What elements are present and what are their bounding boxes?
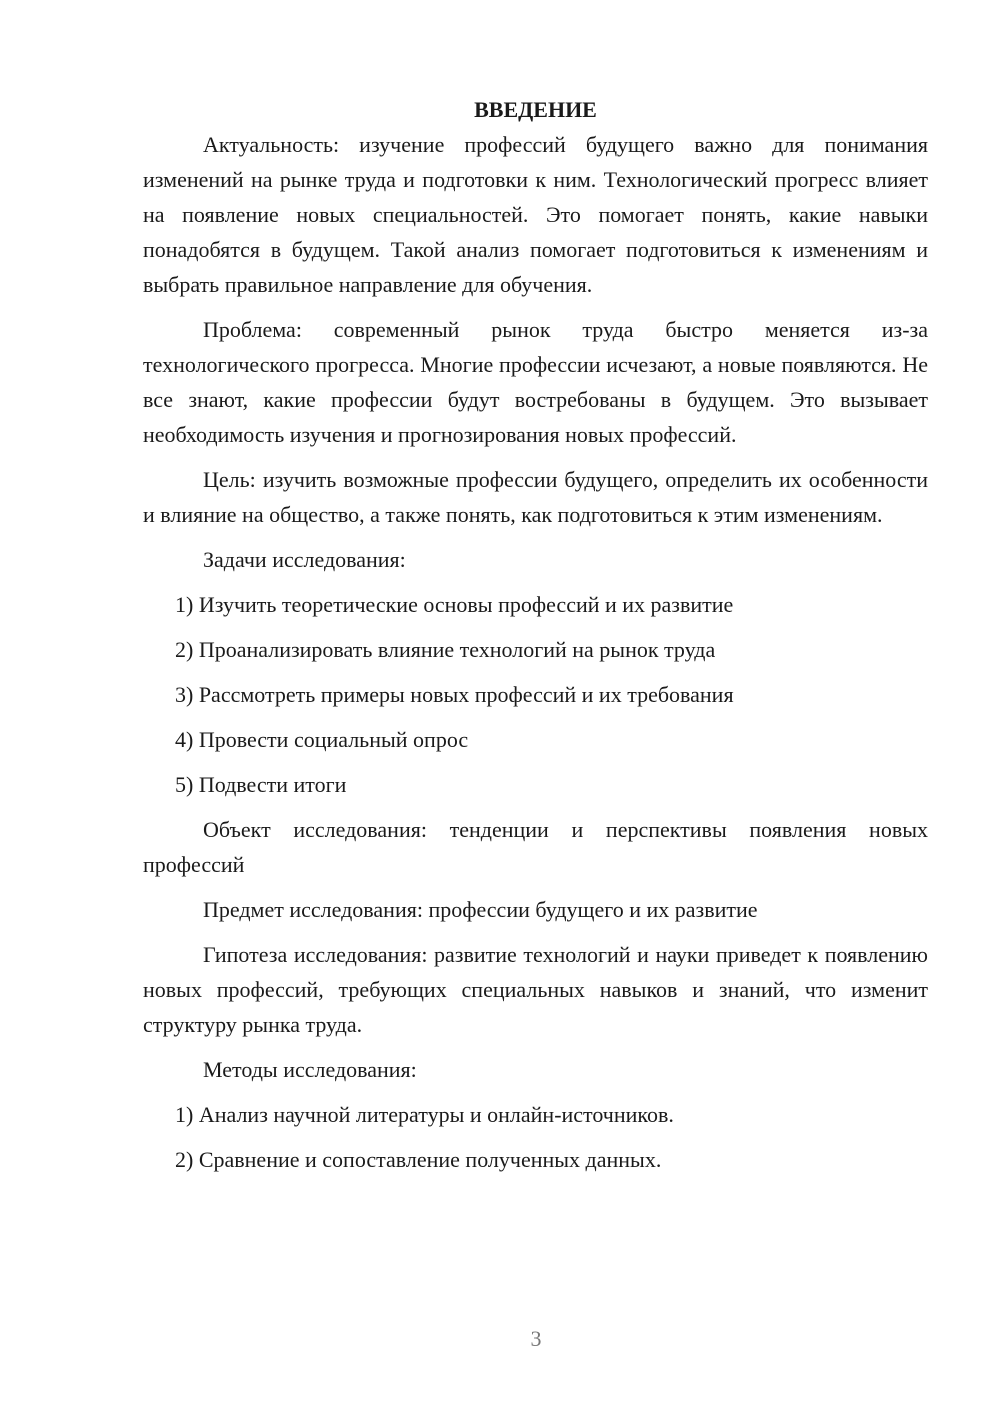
task-item: 5) Подвести итоги bbox=[175, 772, 347, 797]
task-item: 2) Проанализировать влияние технологий на рынок труда bbox=[175, 637, 716, 662]
document-page bbox=[143, 92, 928, 1187]
tasks-title: Задачи исследования: bbox=[203, 547, 406, 572]
relevance-paragraph: Актуальность: изучение профессий будущего важно для понимания изменений на рынке труда и подготовки к ним. Технологический прогресс влияет на появление новых специальностей. Это помогает понять, какие навыки понадобятся в будущем. Такой анализ помогает подготовиться к изменениям и выбрать правильное направление для обучения. bbox=[143, 132, 928, 297]
methods-list bbox=[143, 1097, 928, 1177]
page-number: 3 bbox=[530, 1326, 542, 1351]
task-item: 1) Изучить теоретические основы профессий и их развитие bbox=[175, 592, 734, 617]
method-item: 1) Анализ научной литературы и онлайн-источников. bbox=[175, 1102, 674, 1127]
subject-paragraph: Предмет исследования: профессии будущего и их развитие bbox=[203, 897, 758, 922]
methods-title: Методы исследования: bbox=[203, 1057, 417, 1082]
task-item: 4) Провести социальный опрос bbox=[175, 727, 469, 752]
section-heading: ВВЕДЕНИЕ bbox=[474, 97, 597, 122]
task-item: 3) Рассмотреть примеры новых профессий и их требования bbox=[175, 682, 734, 707]
goal-paragraph: Цель: изучить возможные профессии будущего, определить их особенности и влияние на общество, а также понять, как подготовиться к этим изменениям. bbox=[143, 467, 928, 527]
hypothesis-paragraph: Гипотеза исследования: развитие технологий и науки приведет к появлению новых профессий, требующих специальных навыков и знаний, что изменит структуру рынка труда. bbox=[143, 942, 928, 1037]
object-paragraph: Объект исследования: тенденции и перспективы появления новых профессий bbox=[143, 817, 928, 877]
tasks-list bbox=[143, 587, 928, 802]
problem-paragraph: Проблема: современный рынок труда быстро меняется из-за технологического прогресса. Многие профессии исчезают, а новые появляются. Не все знают, какие профессии будут востребованы в будущем. Это вызывает необходимость изучения и прогнозирования новых профессий. bbox=[143, 317, 928, 447]
method-item: 2) Сравнение и сопоставление полученных данных. bbox=[175, 1147, 662, 1172]
